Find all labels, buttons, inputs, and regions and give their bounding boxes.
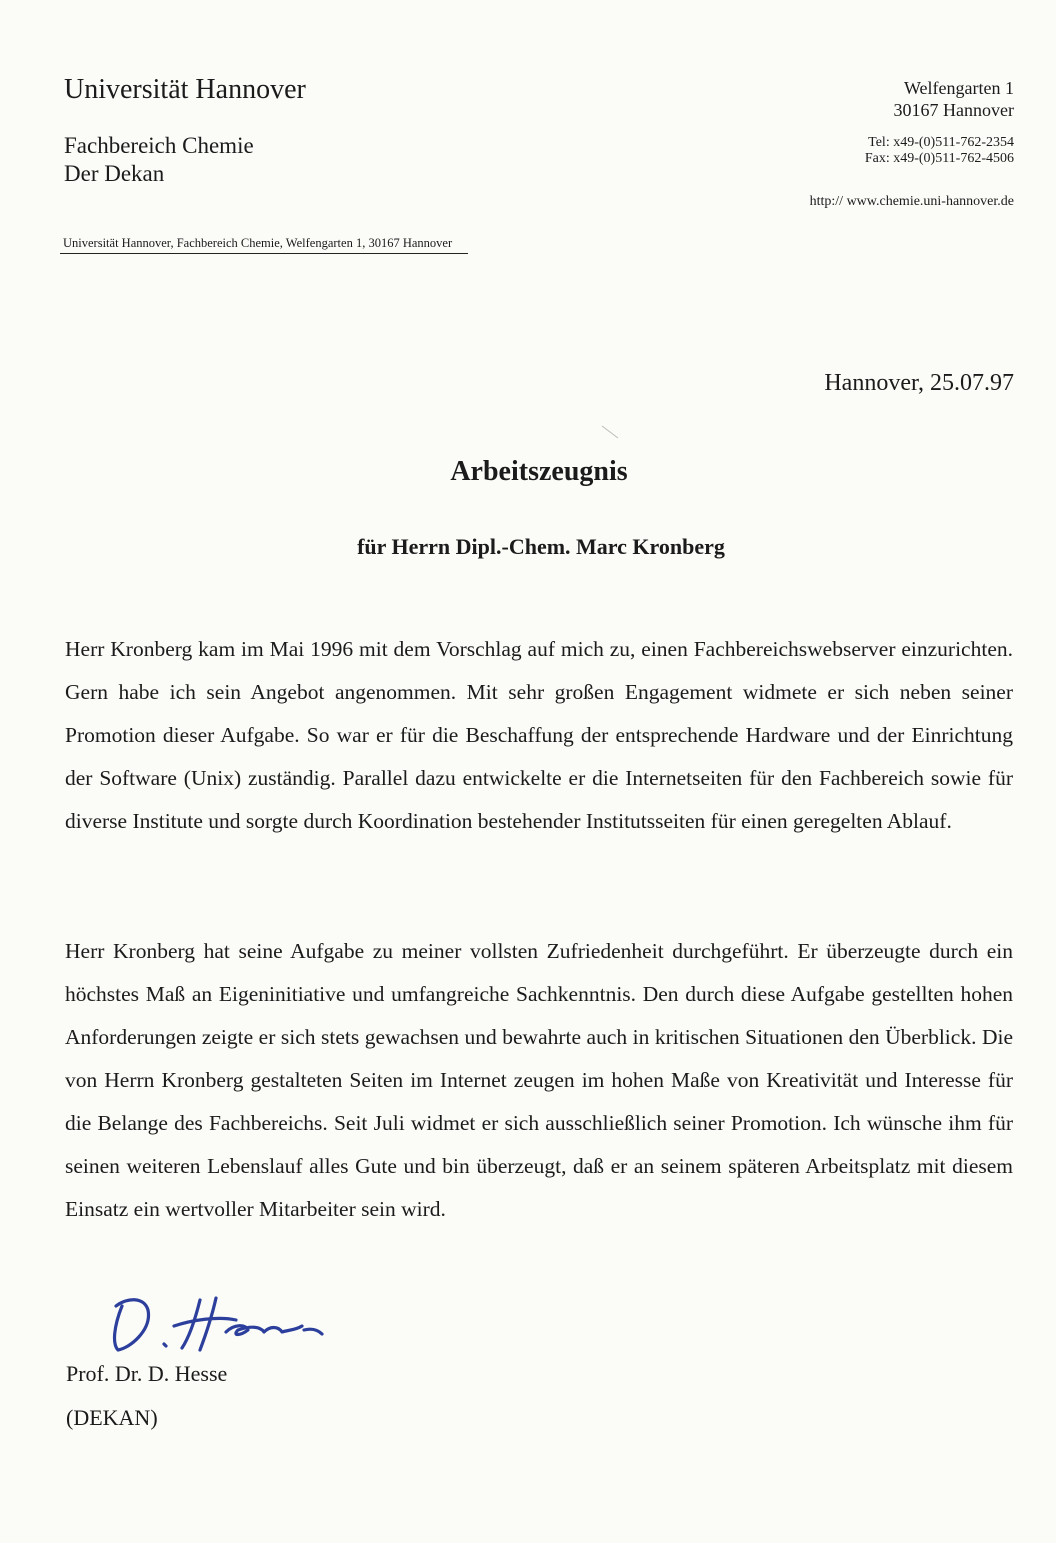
return-address: Universität Hannover, Fachbereich Chemie, Welfengarten 1, 30167 Hannover xyxy=(60,236,468,254)
body-paragraph-2: Herr Kronberg hat seine Aufgabe zu meiner vollsten Zufriedenheit durchgeführt. Er überzeugte durch ein höchstes Maß an Eigeninitiative und umfangreiche Sachkenntnis. Den durch diese Aufgabe gestellten hohen Anforderungen zeigte er sich stets gewachsen und bewahrte auch in kritischen Situationen den Überblick. Die von Herrn Kronberg gestalteten Seiten im Internet zeugen im hohen Maße von Kreativität und Interesse für die Belange des Fachbereichs. Seit Juli widmet er sich ausschließlich seiner Promotion. Ich wünsche ihm für seinen weiteren Lebenslauf alles Gute und bin überzeugt, daß er an seinem späteren Arbeitsplatz mit diesem Einsatz ein wertvoller Mitarbeiter sein wird. xyxy=(65,939,1013,1221)
recipient-line: für Herrn Dipl.-Chem. Marc Kronberg xyxy=(357,534,725,559)
address-city: 30167 Hannover xyxy=(893,100,1014,120)
office-title: Der Dekan xyxy=(64,161,165,186)
handwritten-signature xyxy=(108,1286,338,1372)
phone-number: Tel: x49-(0)511-762-2354 xyxy=(868,135,1014,150)
scan-artifact xyxy=(600,424,622,440)
signer-name: Prof. Dr. D. Hesse xyxy=(66,1361,228,1386)
faculty-name: Fachbereich Chemie xyxy=(64,133,254,158)
signer-role: (DEKAN) xyxy=(66,1405,158,1430)
body-paragraph-1: Herr Kronberg kam im Mai 1996 mit dem Vorschlag auf mich zu, einen Fachbereichswebserver einzurichten. Gern habe ich sein Angebot angenommen. Mit sehr großen Engagement widmete er sich neben seiner Promotion dieser Aufgabe. So war er für die Beschaffung der entsprechende Hardware und der Einrichtung der Software (Unix) zuständig. Parallel dazu entwickelte er die Internetseiten für den Fachbereich sowie für diverse Institute und sorgte durch Koordination bestehender Institutsseiten für einen geregelten Ablauf. xyxy=(65,637,1013,833)
university-name: Universität Hannover xyxy=(64,74,306,105)
fax-number: Fax: x49-(0)511-762-4506 xyxy=(864,151,1014,166)
letter-date: Hannover, 25.07.97 xyxy=(824,370,1014,396)
address-street: Welfengarten 1 xyxy=(904,78,1014,98)
document-title: Arbeitszeugnis xyxy=(450,456,628,487)
website-url: http:// www.chemie.uni-hannover.de xyxy=(809,194,1014,209)
